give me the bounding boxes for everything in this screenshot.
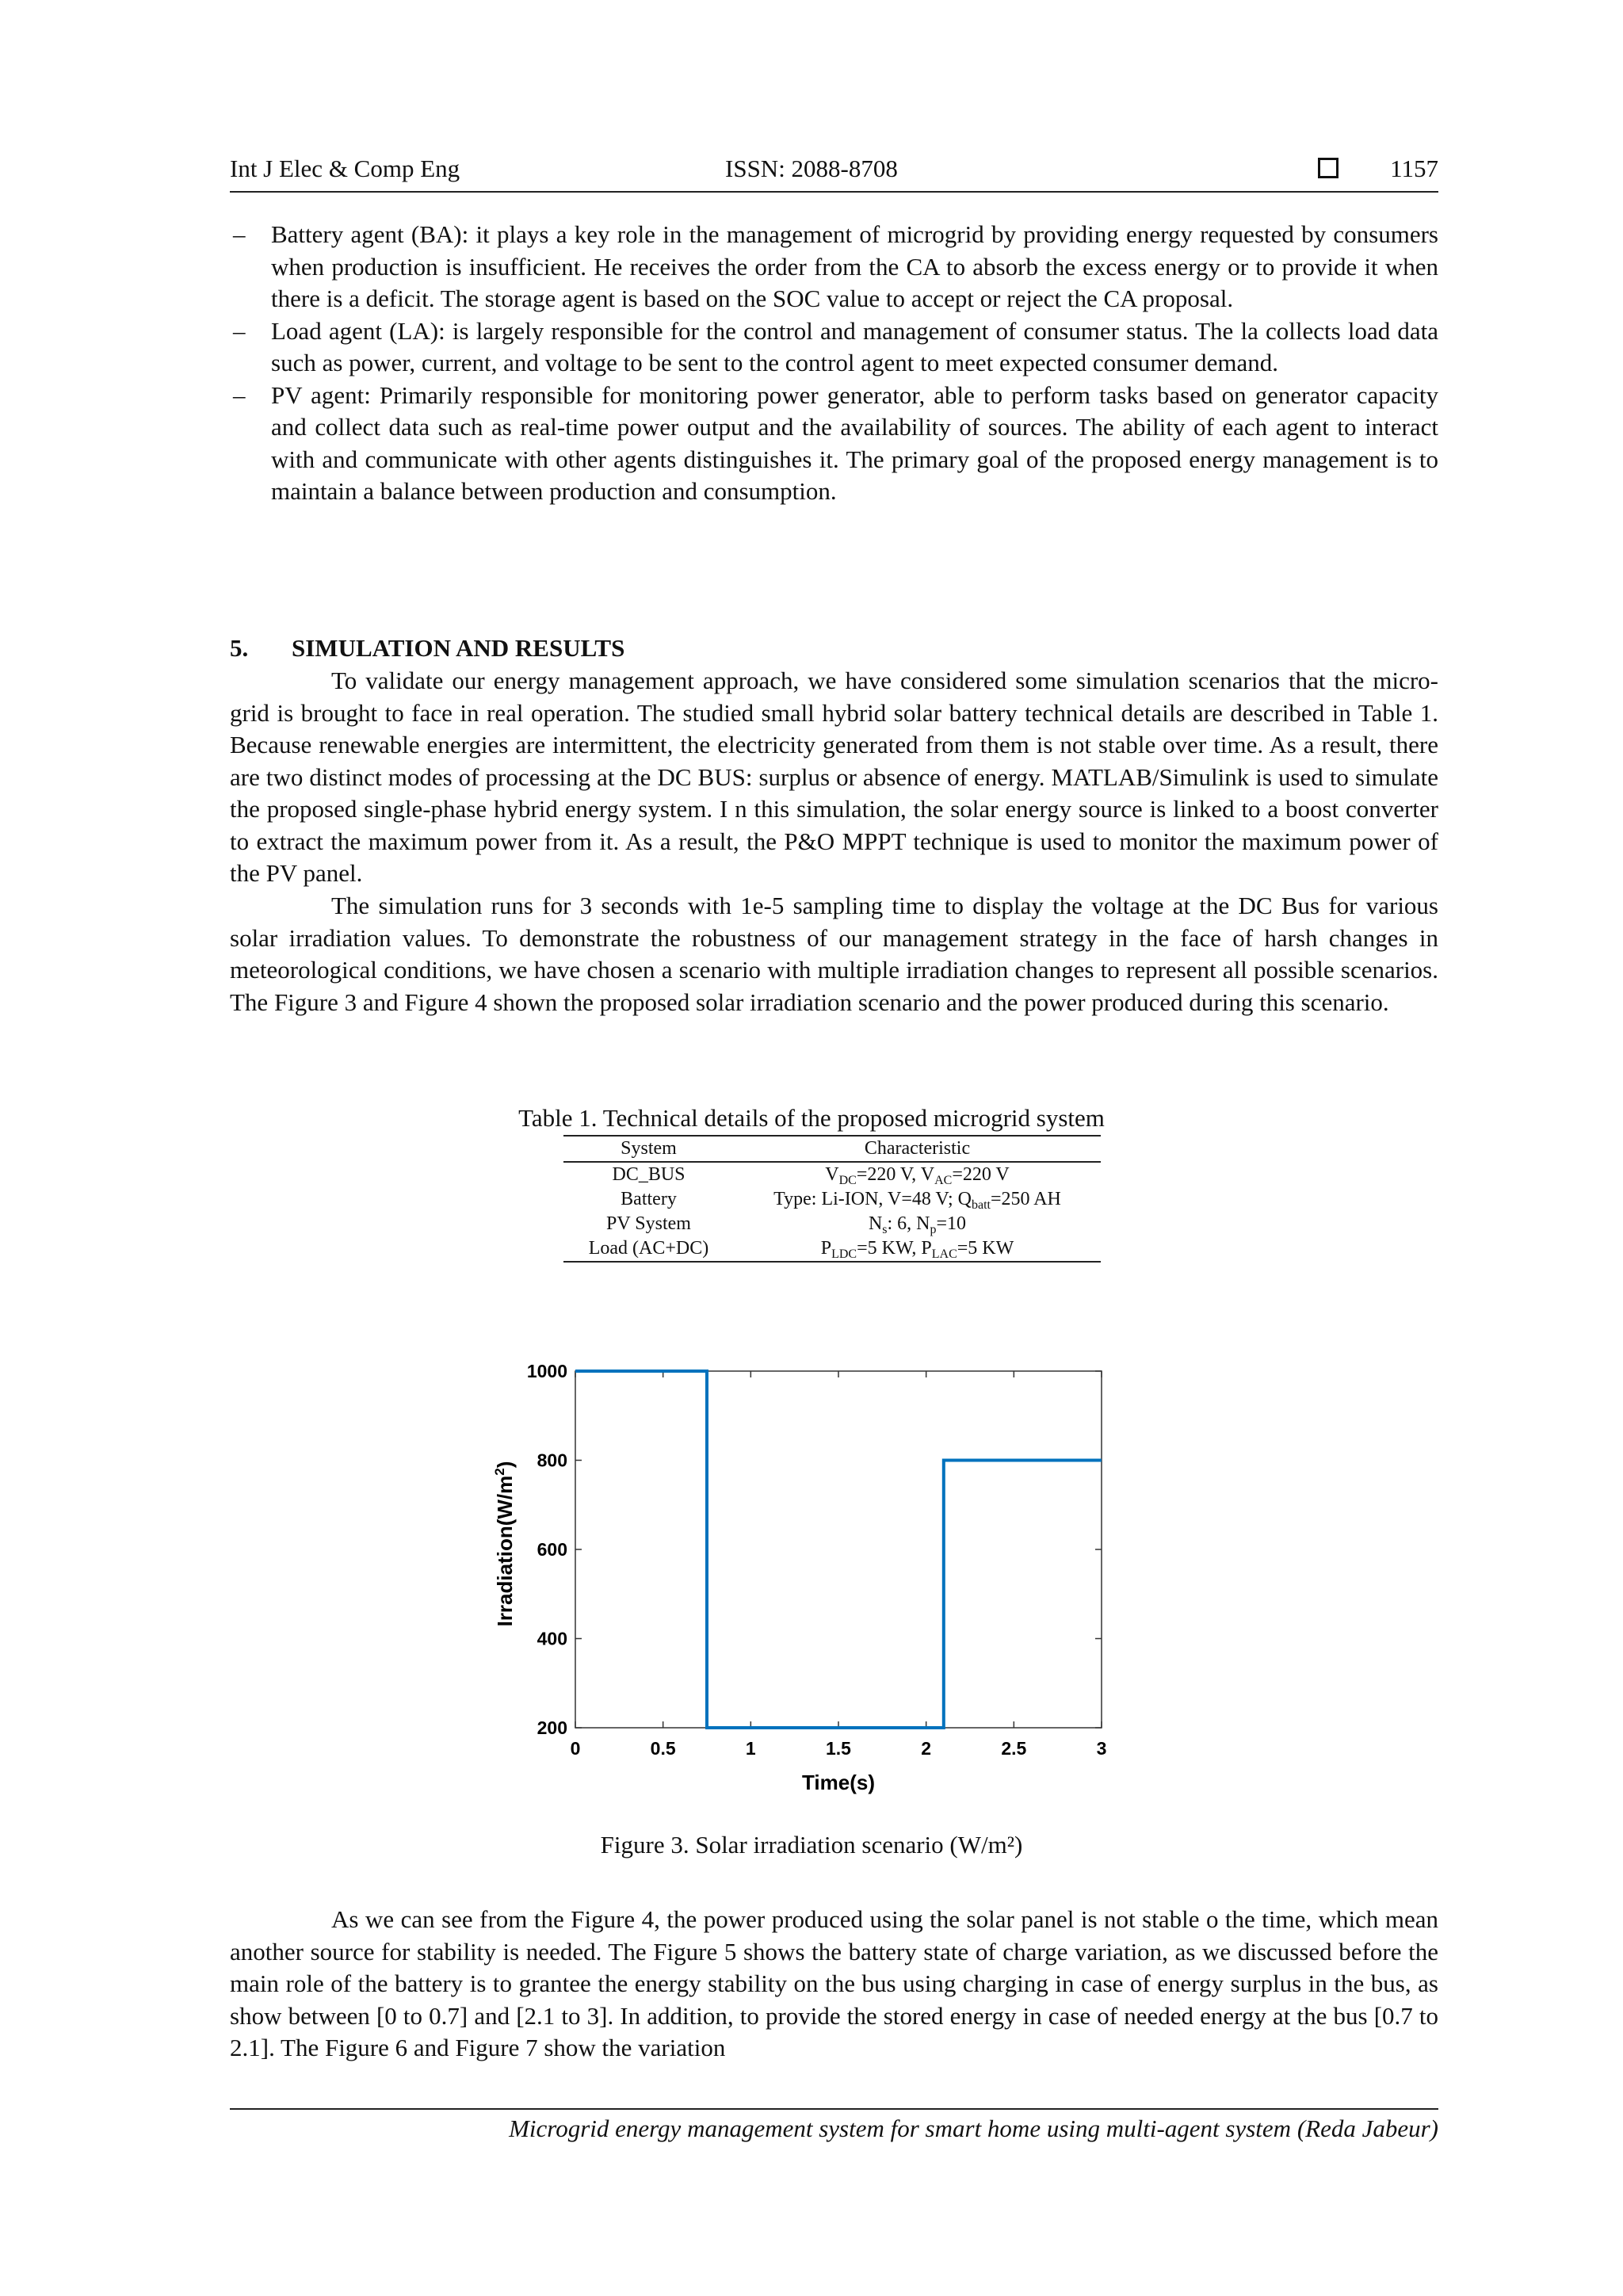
bullet-text: Battery agent (BA): it plays a key role in the management of microgrid by providing energy requested by consumers when production is insufficient. He receives the order from the CA to absorb the excess energy or to provide it when there is a deficit. The storage agent is based on the SOC value to accept or reject the CA proposal.	[271, 220, 1438, 312]
table-cell-characteristic	[734, 1162, 1101, 1187]
bullet-text: Load agent (LA): is largely responsible for the control and management of consumer status. The la collects load data such as power, current, and voltage to be sent to the control agent to meet expected consumer demand.	[271, 316, 1438, 376]
paragraph-2: The simulation runs for 3 seconds with 1e-5 sampling time to display the voltage at the DC Bus for various solar irradiation values. To demonstrate the robustness of our management strategy in the face of harsh changes in meteorological conditions, we have chosen a scenario with multiple irradiation changes to represent all possible scenarios. The Figure 3 and Figure 4 shown the proposed solar irradiation scenario and the power produced during this scenario.	[230, 892, 1438, 1016]
chart-y-tick-label: 1000	[526, 1361, 567, 1381]
cell-subscript: LDC	[831, 1247, 857, 1261]
table-row	[563, 1162, 1101, 1187]
bullet-text: PV agent: Primarily responsible for monitoring power generator, able to perform tasks based on generator capacity and collect data such as real-time power output and the availability of sources. The ability of each agent to interact with and communicate with other agents distinguishes it. The primary goal of the proposed energy management is to maintain a balance between production and consumption.	[271, 380, 1438, 505]
cell-text: =250 AH	[990, 1189, 1061, 1209]
figure-caption: Figure 3. Solar irradiation scenario (W/m²)	[600, 1831, 1023, 1859]
cell-text: =10	[936, 1213, 967, 1234]
technical-details-table	[563, 1135, 1101, 1263]
page-header	[230, 155, 1438, 193]
bullet-pv-agent	[230, 380, 1438, 508]
cell-text: : 6, N	[887, 1213, 930, 1234]
table-row	[563, 1187, 1101, 1212]
paragraph-1: To validate our energy management approach, we have considered some simulation scenarios that the micro-grid is brought to face in real operation. The studied small hybrid solar battery technical details are described in Table 1. Because renewable energies are intermittent, the electricity generated from them is not stable over time. As a result, there are two distinct modes of processing at the DC BUS: surplus or absence of energy. MATLAB/Simulink is used to simulate the proposed single-phase hybrid energy system. I n this simulation, the solar energy source is linked to a boost converter to extract the maximum power from it. As a result, the P&O MPPT technique is used to monitor the maximum power of the PV panel.	[230, 667, 1438, 887]
chart-y-tick-label: 600	[537, 1539, 567, 1560]
chart-y-tick-label: 400	[537, 1628, 567, 1649]
table-cell-characteristic	[734, 1187, 1101, 1212]
section-heading	[230, 634, 624, 663]
chart-x-tick-label: 1.5	[826, 1738, 851, 1759]
cell-text: P	[820, 1238, 832, 1259]
irradiation-chart-svg	[475, 1339, 1125, 1815]
chart-x-tick-label: 0	[570, 1738, 581, 1759]
table-header-row	[563, 1136, 1101, 1162]
issn: ISSN: 2088-8708	[725, 155, 898, 182]
cell-subscript: AC	[934, 1174, 953, 1187]
chart-y-axis-label-close: )	[493, 1461, 517, 1469]
cell-text: =220 V, V	[856, 1164, 935, 1185]
cell-subscript: LAC	[931, 1247, 957, 1261]
cell-subscript: batt	[971, 1198, 991, 1212]
cell-subscript: s	[882, 1223, 888, 1236]
square-icon	[1318, 158, 1338, 178]
bullet-dash: –	[233, 316, 246, 345]
cell-text: =220 V	[952, 1164, 1010, 1185]
page-footer: Microgrid energy management system for smart home using multi-agent system (Reda Jabeur)	[230, 2108, 1438, 2143]
bullet-dash: –	[233, 380, 246, 409]
chart-x-axis-label: Time(s)	[802, 1771, 875, 1794]
cell-text: V	[825, 1164, 839, 1185]
chart-x-tick-label: 2	[921, 1738, 932, 1759]
table-cell-system: Load (AC+DC)	[563, 1236, 734, 1262]
cell-text: N	[868, 1213, 883, 1234]
agent-bullet-list	[230, 219, 1438, 508]
irradiation-chart	[475, 1339, 1125, 1819]
chart-x-tick-label: 2.5	[1001, 1738, 1027, 1759]
bullet-load-agent	[230, 315, 1438, 380]
cell-subscript: p	[930, 1223, 937, 1236]
table-row	[563, 1212, 1101, 1236]
section-number: 5.	[230, 634, 249, 662]
chart-x-tick-label: 3	[1096, 1738, 1107, 1759]
cell-text: Type: Li-ION, V=48 V; Q	[773, 1189, 972, 1209]
table-caption: Table 1. Technical details of the proposed microgrid system	[518, 1104, 1105, 1132]
cell-text: =5 KW, P	[857, 1238, 932, 1259]
table-header-characteristic: Characteristic	[734, 1136, 1101, 1162]
chart-y-axis-label-sup: 2	[492, 1468, 507, 1476]
paragraph-3: As we can see from the Figure 4, the power produced using the solar panel is not stable o the time, which mean another source for stability is needed. The Figure 5 shows the battery state of charge variation, as we discussed before the main role of the battery is to grantee the energy stability on the bus using charging in case of energy surplus in the bus, as show between [0 to 0.7] and [2.1 to 3]. In addition, to provide the stored energy in case of needed energy at the bus [0.7 to 2.1]. The Figure 6 and Figure 7 show the variation	[230, 1905, 1438, 2061]
page-number: 1157	[1390, 155, 1438, 182]
table-cell-characteristic	[734, 1236, 1101, 1262]
cell-text: =5 KW	[957, 1238, 1014, 1259]
table-cell-system: Battery	[621, 1189, 677, 1209]
chart-axes	[575, 1371, 1102, 1728]
cell-subscript: DC	[838, 1174, 857, 1187]
chart-y-tick-label: 200	[537, 1717, 567, 1738]
chart-y-axis-label-text: Irradiation(W/m	[493, 1475, 517, 1627]
chart-y-tick-label: 800	[537, 1450, 567, 1471]
section-title: SIMULATION AND RESULTS	[292, 634, 625, 662]
chart-plot-frame	[575, 1371, 1102, 1728]
bullet-battery-agent	[230, 219, 1438, 315]
chart-y-axis-label	[492, 1461, 517, 1627]
table-cell-system: PV System	[606, 1213, 691, 1234]
table-cell-system: DC_BUS	[612, 1164, 685, 1185]
chart-x-tick-label: 1	[745, 1738, 756, 1759]
chart-x-tick-label: 0.5	[650, 1738, 676, 1759]
table-row	[563, 1236, 1101, 1262]
bullet-dash: –	[233, 220, 246, 248]
table-header-system: System	[563, 1136, 734, 1162]
table-cell-characteristic	[734, 1212, 1101, 1236]
journal-name: Int J Elec & Comp Eng	[230, 155, 460, 182]
